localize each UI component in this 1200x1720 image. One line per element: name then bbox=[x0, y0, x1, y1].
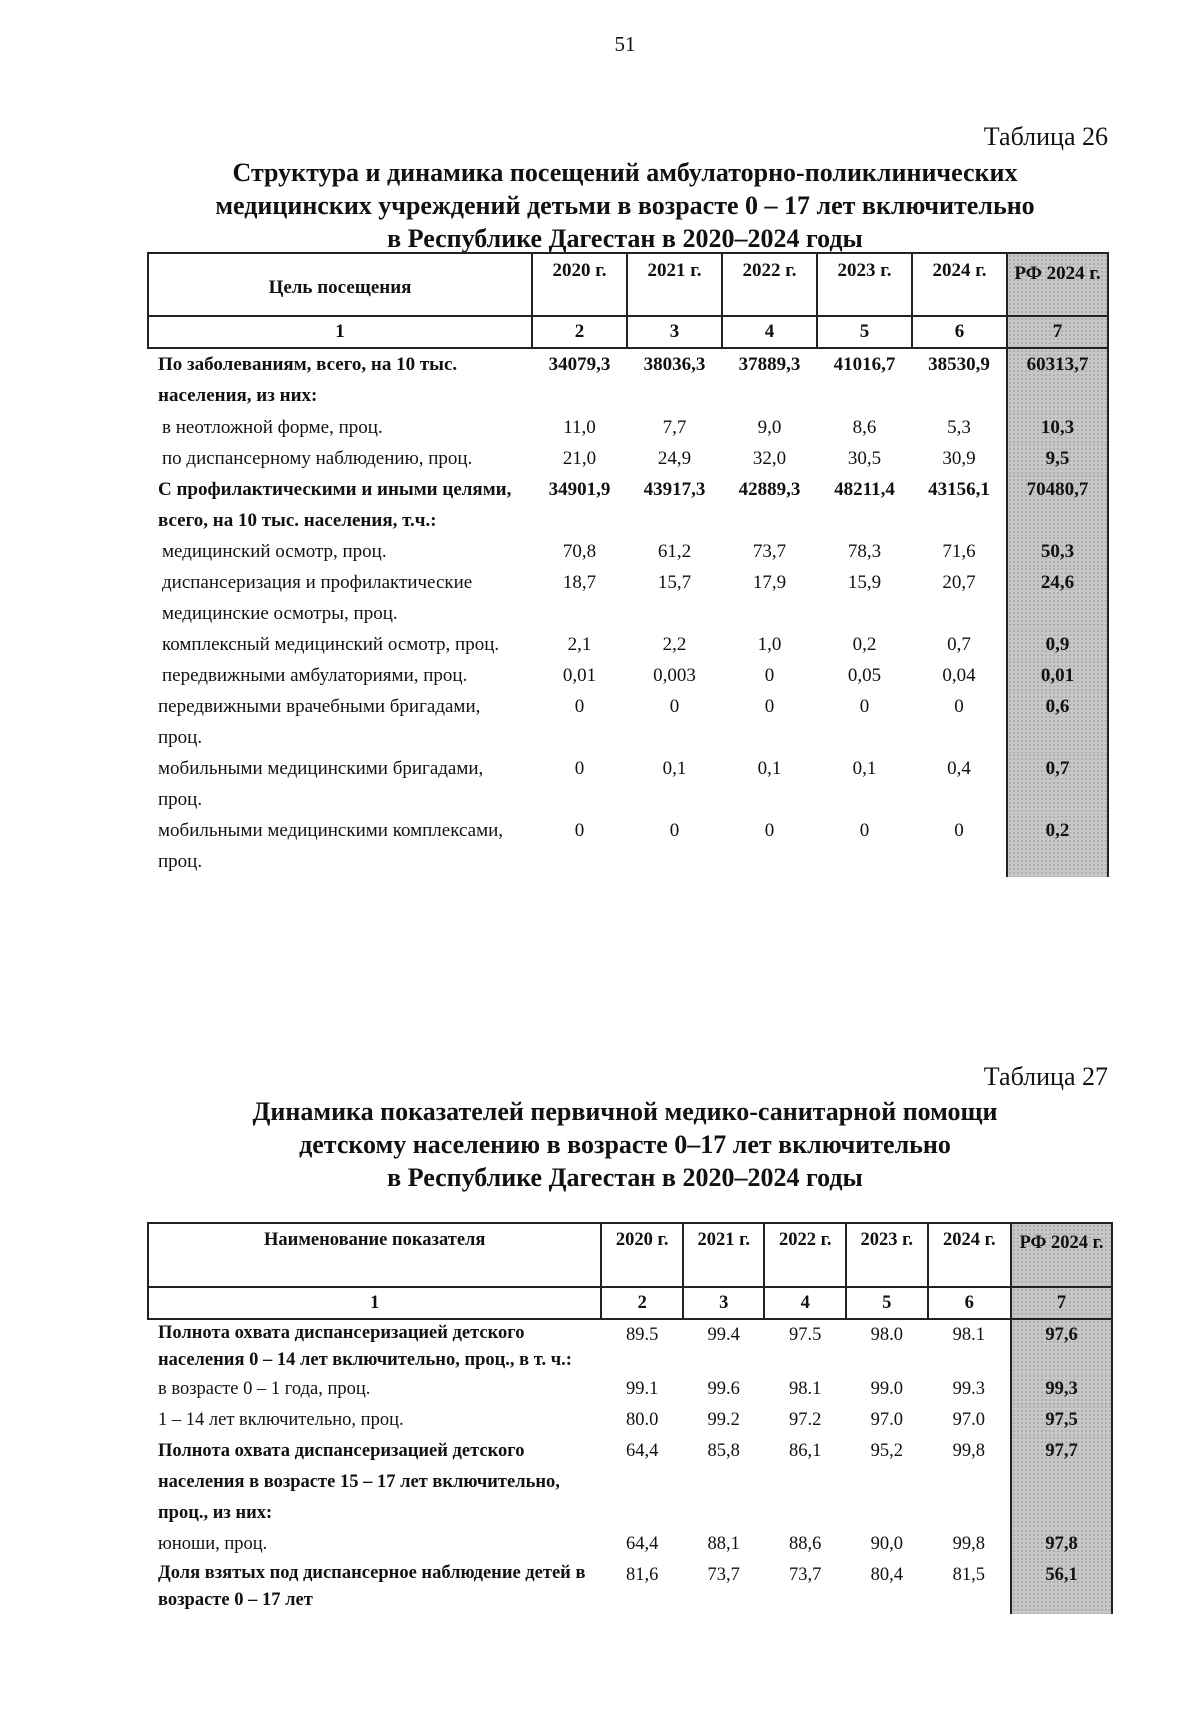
row-label: в неотложной форме, проц. bbox=[162, 417, 383, 438]
cell-value: 73,7 bbox=[789, 1565, 822, 1585]
row-label: в возрасте 0 – 1 года, проц. bbox=[158, 1379, 371, 1399]
header-rf: РФ 2024 г. bbox=[1007, 253, 1108, 316]
row-label: диспансеризация и профилактические медицинские осмотры, проц. bbox=[162, 572, 473, 624]
table-26-title-line: в Республике Дагестан в 2020–2024 годы bbox=[387, 224, 863, 253]
cell-value: 48211,4 bbox=[834, 479, 895, 500]
cell-value: 99,8 bbox=[952, 1534, 985, 1554]
row-label: мобильными медицинскими бригадами, проц. bbox=[158, 758, 484, 810]
cell-value: 99.3 bbox=[952, 1379, 985, 1399]
table-26-title-line: медицинских учреждений детьми в возрасте 0 – 17 лет включительно bbox=[215, 191, 1035, 220]
rf-value: 60313,7 bbox=[1007, 348, 1108, 412]
cell-value: 99.1 bbox=[626, 1379, 659, 1399]
row-label: Доля взятых под диспансерное наблюдение детей в возрасте 0 – 17 лет bbox=[158, 1563, 586, 1610]
rf-value: 97,5 bbox=[1011, 1405, 1112, 1436]
cell-value: 34901,9 bbox=[548, 479, 611, 500]
row-label: медицинский осмотр, проц. bbox=[162, 541, 387, 562]
cell-value: 17,9 bbox=[752, 572, 787, 593]
row-label: комплексный медицинский осмотр, проц. bbox=[162, 634, 500, 655]
cell-value: 64,4 bbox=[626, 1441, 659, 1461]
rf-value: 0,2 bbox=[1007, 815, 1108, 877]
cell-value: 32,0 bbox=[752, 448, 787, 469]
cell-value: 8,6 bbox=[852, 417, 877, 438]
cell-value: 0 bbox=[764, 696, 775, 717]
header-year: 2021 г. bbox=[627, 253, 722, 316]
cell-value: 18,7 bbox=[562, 572, 597, 593]
cell-value: 97.0 bbox=[870, 1410, 903, 1430]
page-number: 51 bbox=[614, 32, 636, 56]
cell-value: 99,8 bbox=[952, 1441, 985, 1461]
row-label: по диспансерному наблюдению, проц. bbox=[162, 448, 473, 469]
header-year: 2023 г. bbox=[817, 253, 912, 316]
cell-value: 80,4 bbox=[870, 1565, 903, 1585]
cell-value: 42889,3 bbox=[738, 479, 801, 500]
table-26-caption: Таблица 26 bbox=[983, 122, 1108, 151]
cell-value: 61,2 bbox=[657, 541, 692, 562]
row-label: Полнота охвата диспансеризацией детского населения в возрасте 15 – 17 лет включительно, проц., из них: bbox=[158, 1441, 560, 1523]
cell-value: 98.0 bbox=[870, 1325, 903, 1345]
cell-value: 43917,3 bbox=[643, 479, 706, 500]
table-row bbox=[148, 1405, 1112, 1436]
table-27-title-line: в Республике Дагестан в 2020–2024 годы bbox=[387, 1163, 863, 1192]
table-row bbox=[148, 629, 1108, 660]
rf-value: 0,01 bbox=[1007, 660, 1108, 691]
row-label: Полнота охвата диспансеризацией детского населения 0 – 14 лет включительно, проц., в т. ч.: bbox=[158, 1323, 572, 1370]
cell-value: 89.5 bbox=[626, 1325, 659, 1345]
cell-value: 0,4 bbox=[947, 758, 971, 779]
table-26 bbox=[147, 252, 1109, 877]
cell-value: 99.4 bbox=[707, 1325, 740, 1345]
table-row bbox=[148, 348, 1108, 412]
cell-value: 97.0 bbox=[952, 1410, 985, 1430]
table-row bbox=[148, 1560, 1112, 1614]
row-label: 1 – 14 лет включительно, проц. bbox=[158, 1410, 404, 1430]
table-row bbox=[148, 412, 1108, 443]
cell-value: 0 bbox=[859, 820, 870, 841]
cell-value: 34079,3 bbox=[548, 354, 611, 375]
cell-value: 0,05 bbox=[847, 665, 882, 686]
cell-value: 37889,3 bbox=[738, 354, 801, 375]
cell-value: 64,4 bbox=[626, 1534, 659, 1554]
rf-value: 97,7 bbox=[1011, 1436, 1112, 1529]
row-label: По заболеваниям, всего, на 10 тыс. населения, из них: bbox=[158, 354, 458, 406]
cell-value: 0 bbox=[574, 820, 585, 841]
header-indicator: Наименование показателя bbox=[148, 1223, 601, 1287]
rf-value: 0,6 bbox=[1007, 691, 1108, 753]
header-year: 2023 г. bbox=[846, 1223, 928, 1287]
table-row bbox=[148, 443, 1108, 474]
row-label: юноши, проц. bbox=[158, 1534, 268, 1554]
cell-value: 7,7 bbox=[662, 417, 687, 438]
cell-value: 24,9 bbox=[657, 448, 692, 469]
rf-value: 0,7 bbox=[1007, 753, 1108, 815]
cell-value: 15,7 bbox=[657, 572, 692, 593]
column-number: 5 bbox=[817, 316, 912, 348]
cell-value: 95,2 bbox=[870, 1441, 903, 1461]
column-number: 7 bbox=[1011, 1287, 1112, 1319]
column-number: 1 bbox=[148, 316, 532, 348]
cell-value: 90,0 bbox=[870, 1534, 903, 1554]
cell-value: 0,1 bbox=[852, 758, 877, 779]
rf-value: 24,6 bbox=[1007, 567, 1108, 629]
rf-value: 70480,7 bbox=[1007, 474, 1108, 536]
cell-value: 30,9 bbox=[942, 448, 976, 469]
row-label: передвижными врачебными бригадами, проц. bbox=[158, 696, 481, 748]
cell-value: 38530,9 bbox=[928, 354, 990, 375]
table-26-title bbox=[140, 156, 1110, 255]
cell-value: 38036,3 bbox=[643, 354, 706, 375]
row-label: мобильными медицинскими комплексами, проц. bbox=[158, 820, 504, 872]
cell-value: 0,1 bbox=[757, 758, 782, 779]
column-number: 3 bbox=[683, 1287, 765, 1319]
rf-value: 99,3 bbox=[1011, 1374, 1112, 1405]
column-number: 3 bbox=[627, 316, 722, 348]
table-27-title bbox=[140, 1095, 1110, 1194]
cell-value: 70,8 bbox=[562, 541, 597, 562]
rf-value: 10,3 bbox=[1007, 412, 1108, 443]
cell-value: 99.2 bbox=[707, 1410, 740, 1430]
column-number: 7 bbox=[1007, 316, 1108, 348]
table-27-title-line: детскому населению в возрасте 0–17 лет включительно bbox=[299, 1130, 951, 1159]
cell-value: 0,04 bbox=[942, 665, 976, 686]
cell-value: 0 bbox=[574, 696, 585, 717]
table-row bbox=[148, 1529, 1112, 1560]
rf-value: 9,5 bbox=[1007, 443, 1108, 474]
cell-value: 98.1 bbox=[789, 1379, 822, 1399]
table-row bbox=[148, 474, 1108, 536]
column-number: 4 bbox=[764, 1287, 846, 1319]
rf-value: 50,3 bbox=[1007, 536, 1108, 567]
rf-value: 97,8 bbox=[1011, 1529, 1112, 1560]
table-row bbox=[148, 1374, 1112, 1405]
column-number: 1 bbox=[148, 1287, 601, 1319]
column-number: 2 bbox=[601, 1287, 683, 1319]
cell-value: 0 bbox=[859, 696, 870, 717]
cell-value: 0,003 bbox=[653, 665, 696, 686]
rf-value: 0,9 bbox=[1007, 629, 1108, 660]
cell-value: 88,1 bbox=[707, 1534, 740, 1554]
cell-value: 15,9 bbox=[847, 572, 882, 593]
cell-value: 0 bbox=[954, 820, 964, 841]
table-27 bbox=[147, 1222, 1113, 1614]
cell-value: 11,0 bbox=[563, 417, 596, 438]
header-year: 2020 г. bbox=[532, 253, 627, 316]
table-row bbox=[148, 536, 1108, 567]
table-row bbox=[148, 567, 1108, 629]
header-year: 2022 г. bbox=[764, 1223, 846, 1287]
cell-value: 0 bbox=[764, 820, 775, 841]
rf-value: 97,6 bbox=[1011, 1319, 1112, 1374]
cell-value: 1,0 bbox=[757, 634, 782, 655]
cell-value: 0 bbox=[764, 665, 775, 686]
column-number: 6 bbox=[912, 316, 1007, 348]
rf-value: 56,1 bbox=[1011, 1560, 1112, 1614]
table-27-title-line: Динамика показателей первичной медико-санитарной помощи bbox=[252, 1097, 998, 1126]
cell-value: 98.1 bbox=[952, 1325, 985, 1345]
cell-value: 0 bbox=[669, 820, 680, 841]
column-number: 4 bbox=[722, 316, 817, 348]
table-row bbox=[148, 691, 1108, 753]
cell-value: 78,3 bbox=[847, 541, 882, 562]
table-row bbox=[148, 815, 1108, 877]
cell-value: 86,1 bbox=[789, 1441, 822, 1461]
cell-value: 97.5 bbox=[789, 1325, 822, 1345]
cell-value: 5,3 bbox=[947, 417, 971, 438]
cell-value: 85,8 bbox=[707, 1441, 740, 1461]
cell-value: 41016,7 bbox=[833, 354, 896, 375]
header-year: 2022 г. bbox=[722, 253, 817, 316]
cell-value: 43156,1 bbox=[928, 479, 990, 500]
cell-value: 99.0 bbox=[870, 1379, 903, 1399]
row-label: С профилактическими и иными целями, всего, на 10 тыс. населения, т.ч.: bbox=[158, 479, 512, 531]
cell-value: 81,6 bbox=[626, 1565, 659, 1585]
cell-value: 2,2 bbox=[662, 634, 687, 655]
header-year: 2021 г. bbox=[683, 1223, 765, 1287]
cell-value: 97.2 bbox=[789, 1410, 822, 1430]
cell-value: 73,7 bbox=[707, 1565, 740, 1585]
cell-value: 30,5 bbox=[847, 448, 882, 469]
cell-value: 21,0 bbox=[562, 448, 597, 469]
column-number: 5 bbox=[846, 1287, 928, 1319]
column-number: 2 bbox=[532, 316, 627, 348]
cell-value: 0 bbox=[574, 758, 585, 779]
cell-value: 0,01 bbox=[562, 665, 597, 686]
cell-value: 0 bbox=[669, 696, 680, 717]
cell-value: 99.6 bbox=[707, 1379, 740, 1399]
header-year: 2024 г. bbox=[928, 1223, 1012, 1287]
table-row bbox=[148, 1319, 1112, 1374]
cell-value: 20,7 bbox=[942, 572, 976, 593]
cell-value: 0 bbox=[954, 696, 964, 717]
row-label: передвижными амбулаториями, проц. bbox=[162, 665, 468, 686]
cell-value: 81,5 bbox=[952, 1565, 985, 1585]
cell-value: 73,7 bbox=[752, 541, 787, 562]
cell-value: 80.0 bbox=[626, 1410, 659, 1430]
header-rf: РФ 2024 г. bbox=[1011, 1223, 1112, 1287]
cell-value: 0,7 bbox=[947, 634, 971, 655]
cell-value: 9,0 bbox=[757, 417, 782, 438]
column-number: 6 bbox=[928, 1287, 1012, 1319]
header-year: 2024 г. bbox=[912, 253, 1007, 316]
header-purpose: Цель посещения bbox=[148, 253, 532, 316]
header-year: 2020 г. bbox=[601, 1223, 683, 1287]
cell-value: 0,2 bbox=[852, 634, 877, 655]
table-26-title-line: Структура и динамика посещений амбулаторно-поликлинических bbox=[232, 158, 1018, 187]
table-row bbox=[148, 753, 1108, 815]
cell-value: 0,1 bbox=[662, 758, 687, 779]
table-row bbox=[148, 660, 1108, 691]
table-27-caption: Таблица 27 bbox=[983, 1062, 1108, 1091]
table-row bbox=[148, 1436, 1112, 1529]
cell-value: 71,6 bbox=[942, 541, 976, 562]
cell-value: 2,1 bbox=[567, 634, 592, 655]
cell-value: 88,6 bbox=[789, 1534, 822, 1554]
